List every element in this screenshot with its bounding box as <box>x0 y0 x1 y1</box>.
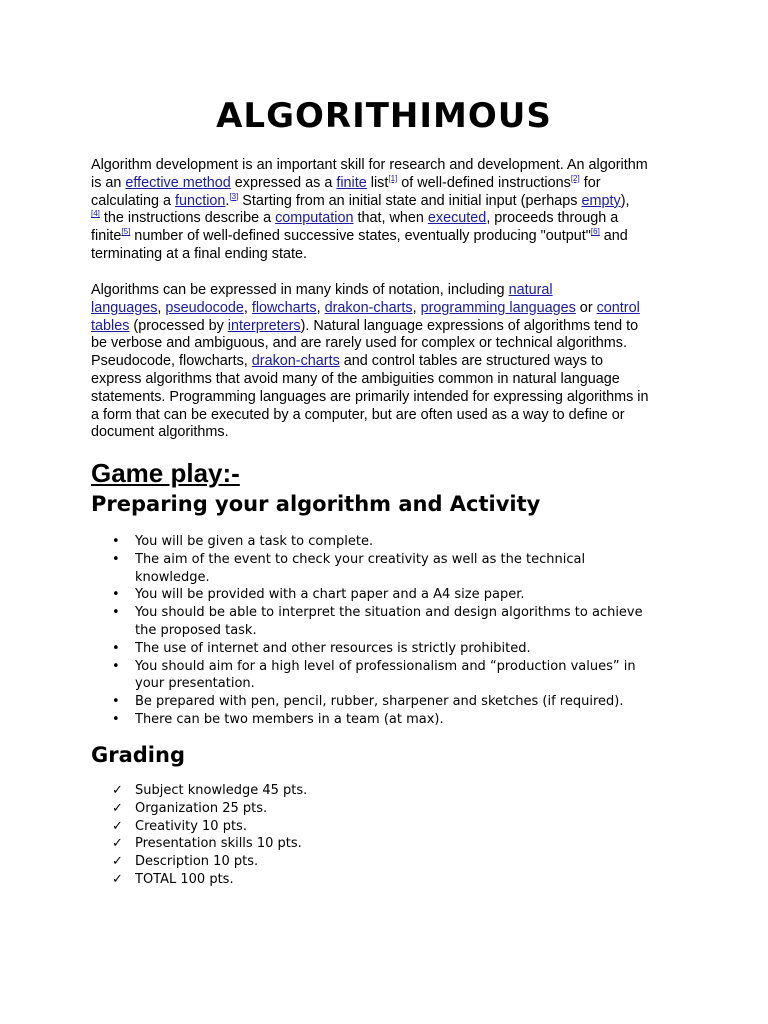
hyperlink[interactable]: natural <box>508 282 553 298</box>
grading-item <box>110 800 307 818</box>
list-item-text: Presentation skills 10 pts. <box>135 836 302 852</box>
text-run: statements. Programming languages are primarily intended for expressing algorithms in <box>91 388 649 405</box>
grading-item <box>110 818 307 836</box>
checkmark-icon: ✓ <box>112 800 123 816</box>
text-run: terminating at a final ending state. <box>91 245 307 262</box>
list-item-text: You should aim for a high level of professionalism and “production values” in <box>135 658 636 674</box>
bullet-icon: • <box>112 640 120 656</box>
text-run: is an <box>91 174 126 191</box>
text-run: ), <box>620 192 630 209</box>
text-run: , <box>243 299 252 316</box>
rule-item <box>110 711 643 729</box>
grading-item <box>110 835 307 853</box>
list-item-text: Subject knowledge 45 pts. <box>135 783 308 798</box>
paragraph-line <box>91 157 691 175</box>
hyperlink[interactable]: computation <box>275 210 354 227</box>
text-run: a form that can be executed by a computer, but are often used as a way to define or <box>91 406 625 423</box>
text-run: (processed by <box>129 317 228 334</box>
citation-superscript <box>229 192 238 201</box>
text-run: or <box>575 299 597 316</box>
paragraph-line <box>91 300 691 318</box>
paragraph-line <box>91 407 691 425</box>
list-item-text: You should be able to interpret the situation and design algorithms to achieve <box>135 605 643 621</box>
checkmark-icon: ✓ <box>112 783 123 798</box>
rule-item <box>110 586 643 604</box>
rule-item <box>110 693 643 711</box>
citation-superscript <box>388 174 397 183</box>
citation-superscript <box>571 174 580 183</box>
paragraph-line <box>91 228 691 246</box>
list-item-text: You will be provided with a chart paper and a A4 size paper. <box>135 587 525 603</box>
preparation-heading: Preparing your algorithm and Activity <box>91 492 541 516</box>
citation-link[interactable]: [3] <box>229 191 239 201</box>
game-play-heading: Game play:- <box>91 458 240 488</box>
citation-link[interactable]: [6] <box>590 227 600 237</box>
list-item-text: Description 10 pts. <box>135 854 259 870</box>
text-run: Algorithms can be expressed in many kinds of notation, including <box>91 282 509 298</box>
text-run: calculating a <box>91 192 175 209</box>
bullet-icon: • <box>112 587 120 603</box>
rules-list <box>110 533 643 729</box>
bullet-icon: • <box>112 694 120 710</box>
hyperlink[interactable]: interpreters <box>227 317 301 334</box>
list-item-text: Be prepared with pen, pencil, rubber, sharpener and sketches (if required). <box>135 694 624 710</box>
text-run: the instructions describe a <box>99 210 276 227</box>
paragraph-line <box>91 424 691 442</box>
grading-item <box>110 871 307 889</box>
paragraph-line <box>91 193 691 211</box>
text-run: of well-defined instructions <box>397 174 571 191</box>
intro-paragraph <box>91 157 691 264</box>
text-run: be verbose and ambiguous, and are rarely used for complex or technical algorithms. <box>91 335 627 352</box>
text-run: list <box>366 174 389 191</box>
paragraph-line <box>91 246 691 264</box>
list-item-text: The aim of the event to check your creativity as well as the technical <box>135 551 586 567</box>
text-run: and <box>599 228 628 245</box>
bullet-icon: • <box>112 658 120 674</box>
grading-item <box>110 853 307 871</box>
rule-item <box>110 604 643 640</box>
hyperlink[interactable]: languages <box>91 299 158 316</box>
list-item-text: There can be two members in a team (at max). <box>135 711 444 727</box>
rule-item <box>110 658 643 694</box>
paragraph-line <box>91 318 691 336</box>
hyperlink[interactable]: finite <box>336 174 367 191</box>
checkmark-icon: ✓ <box>112 836 123 852</box>
hyperlink[interactable]: programming languages <box>420 299 576 316</box>
checkmark-icon: ✓ <box>112 871 123 887</box>
bullet-icon: • <box>112 605 120 621</box>
citation-link[interactable]: [4] <box>91 209 100 219</box>
rule-item <box>110 551 643 587</box>
hyperlink[interactable]: drakon-charts <box>324 299 413 316</box>
text-run: for <box>579 174 601 191</box>
hyperlink[interactable]: effective method <box>125 174 231 191</box>
text-run: and control tables are structured ways to <box>339 353 603 370</box>
text-run: , <box>316 299 325 316</box>
text-run: . <box>225 192 230 209</box>
rule-item <box>110 533 643 551</box>
grading-list <box>110 782 307 889</box>
paragraph-line <box>91 210 691 228</box>
page-title: ALGORITHIMOUS <box>216 96 552 136</box>
text-run: that, when <box>353 210 428 227</box>
grading-item <box>110 782 307 800</box>
text-run: Starting from an initial state and initial input (perhaps <box>238 192 582 209</box>
list-item-text: TOTAL 100 pts. <box>135 871 234 887</box>
checkmark-icon: ✓ <box>112 818 123 834</box>
hyperlink[interactable]: flowcharts <box>251 299 317 316</box>
text-run: number of well-defined successive states, eventually producing "output" <box>130 228 591 245</box>
paragraph-line <box>91 175 691 193</box>
text-run: ). Natural language expressions of algorithms tend to <box>300 317 639 334</box>
list-item-text: Creativity 10 pts. <box>135 818 247 834</box>
paragraph-line <box>91 282 691 300</box>
list-item-text: The use of internet and other resources is strictly prohibited. <box>135 640 531 656</box>
bullet-icon: • <box>112 711 120 727</box>
text-run: document algorithms. <box>91 424 229 441</box>
list-item-text: You will be given a task to complete. <box>135 534 374 549</box>
list-item-text: knowledge. <box>135 569 210 585</box>
citation-link[interactable]: [2] <box>570 173 580 183</box>
hyperlink[interactable]: executed <box>427 210 487 227</box>
hyperlink[interactable]: drakon-charts <box>251 353 340 370</box>
paragraph-line <box>91 389 691 407</box>
hyperlink[interactable]: function <box>175 192 226 209</box>
rule-item <box>110 640 643 658</box>
bullet-icon: • <box>112 534 120 549</box>
citation-superscript <box>91 209 100 218</box>
grading-heading: Grading <box>91 743 185 767</box>
text-run: express algorithms that avoid many of the ambiguities common in natural language <box>91 370 620 387</box>
list-item-text: your presentation. <box>135 676 255 692</box>
checkmark-icon: ✓ <box>112 854 123 870</box>
hyperlink[interactable]: control <box>596 299 640 316</box>
citation-superscript <box>121 227 130 236</box>
citation-superscript <box>591 227 600 236</box>
citation-link[interactable]: [5] <box>121 227 131 237</box>
text-run: Algorithm development is an important skill for research and development. An algorithm <box>91 157 648 173</box>
paragraph-line <box>91 371 691 389</box>
notation-paragraph <box>91 282 691 442</box>
list-item-text: Organization 25 pts. <box>135 800 268 816</box>
hyperlink[interactable]: empty <box>581 192 621 209</box>
paragraph-line <box>91 335 691 353</box>
text-run: Pseudocode, flowcharts, <box>91 353 252 370</box>
text-run: finite <box>91 228 122 245</box>
hyperlink[interactable]: tables <box>91 317 130 334</box>
text-run: , <box>412 299 421 316</box>
citation-link[interactable]: [1] <box>388 173 398 183</box>
hyperlink[interactable]: pseudocode <box>165 299 244 316</box>
list-item-text: the proposed task. <box>135 622 257 638</box>
bullet-icon: • <box>112 551 120 567</box>
text-run: , proceeds through a <box>486 210 619 227</box>
text-run: , <box>157 299 166 316</box>
text-run: expressed as a <box>230 174 337 191</box>
paragraph-line <box>91 353 691 371</box>
